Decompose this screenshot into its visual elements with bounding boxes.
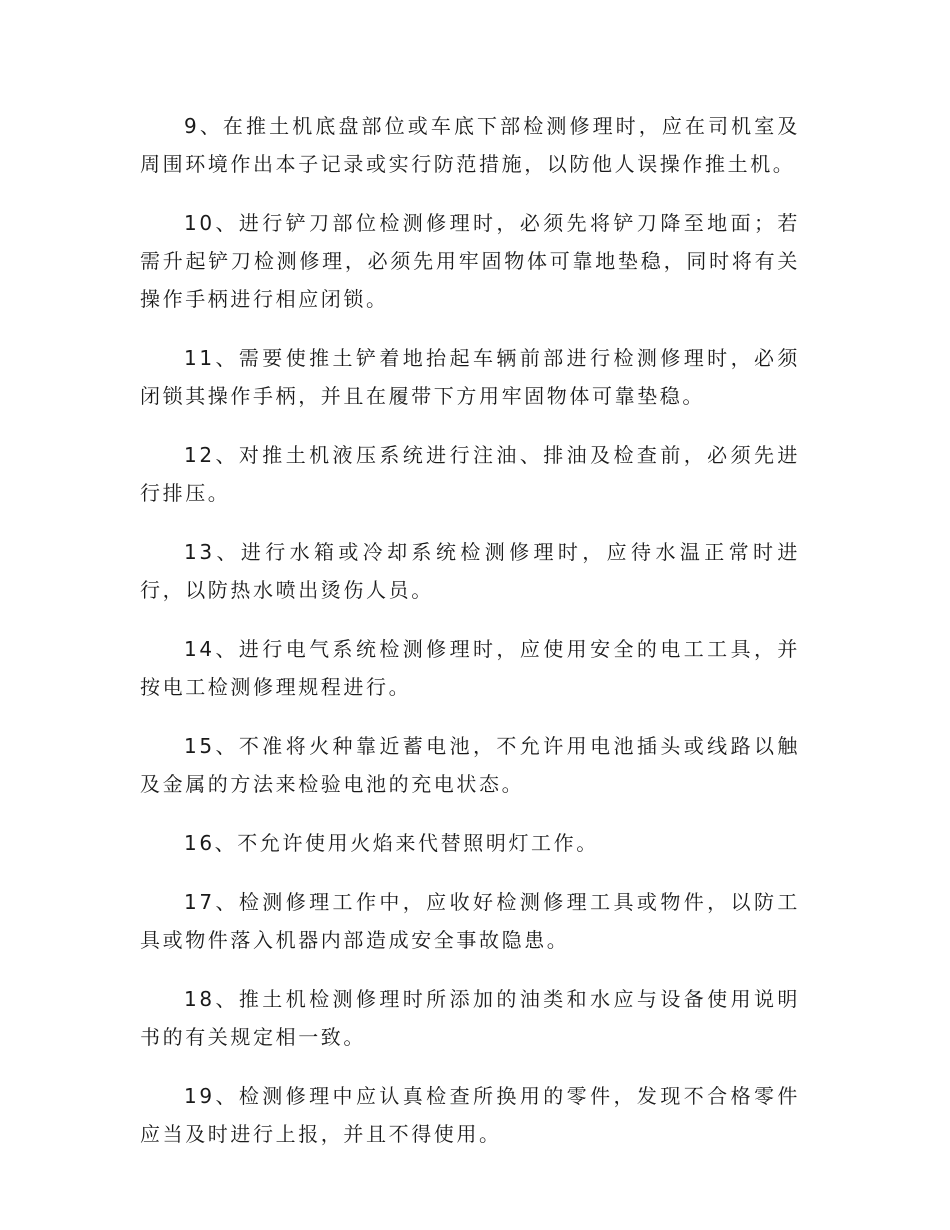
paragraph-item-12: 12、对推土机液压系统进行注油、排油及检查前，必须先进行排压。 [140,443,800,505]
document-body [140,107,800,1174]
paragraph-item-17: 17、检测修理工作中，应收好检测修理工具或物件，以防工具或物件落入机器内部造成安全事故隐患。 [140,890,800,952]
paragraph-item-11: 11、需要使推土铲着地抬起车辆前部进行检测修理时，必须闭锁其操作手柄，并且在履带下方用牢固物体可靠垫稳。 [140,346,800,408]
paragraph-item-15: 15、不准将火种靠近蓄电池，不允许用电池插头或线路以触及金属的方法来检验电池的充电状态。 [140,734,800,796]
paragraph-item-13: 13、进行水箱或冷却系统检测修理时，应待水温正常时进行，以防热水喷出烫伤人员。 [140,540,800,602]
paragraph-item-14: 14、进行电气系统检测修理时，应使用安全的电工工具，并按电工检测修理规程进行。 [140,637,800,699]
paragraph-item-18: 18、推土机检测修理时所添加的油类和水应与设备使用说明书的有关规定相一致。 [140,987,800,1049]
paragraph-item-9: 9、在推土机底盘部位或车底下部检测修理时，应在司机室及周围环境作出本子记录或实行防范措施，以防他人误操作推土机。 [140,114,800,176]
paragraph-item-10: 10、进行铲刀部位检测修理时，必须先将铲刀降至地面；若需升起铲刀检测修理，必须先用牢固物体可靠地垫稳，同时将有关操作手柄进行相应闭锁。 [140,211,800,311]
paragraph-item-19: 19、检测修理中应认真检查所换用的零件，发现不合格零件应当及时进行上报，并且不得使用。 [140,1084,800,1146]
paragraph-item-16: 16、不允许使用火焰来代替照明灯工作。 [184,831,599,855]
